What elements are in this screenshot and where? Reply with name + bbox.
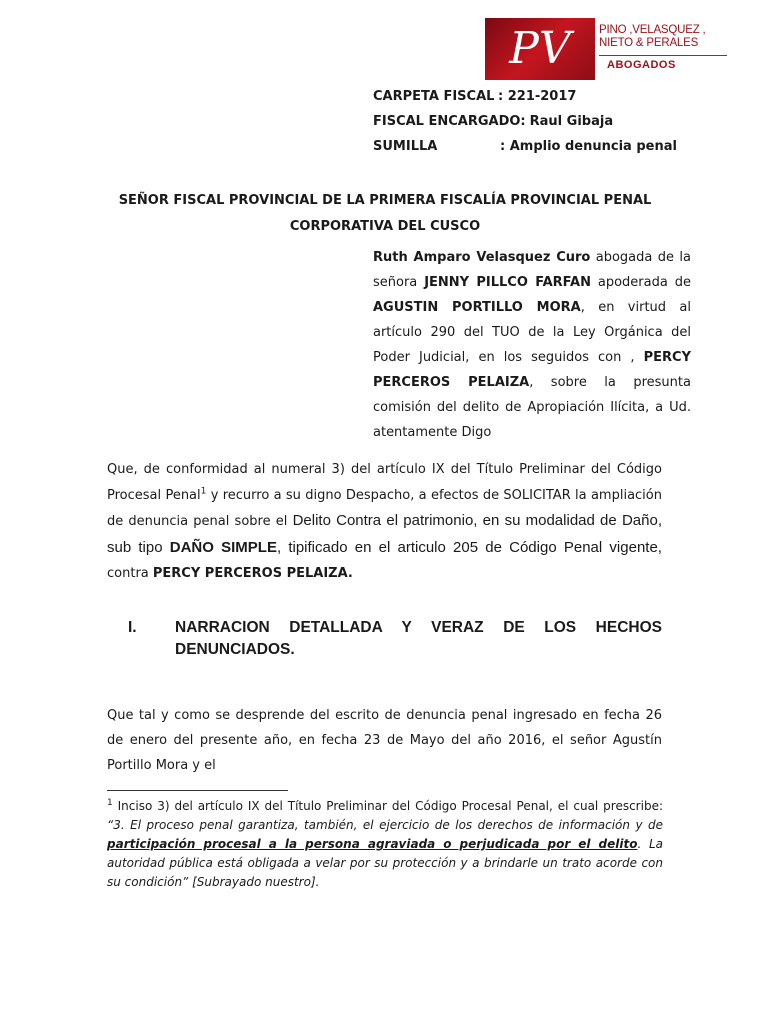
intro-paragraph: [373, 245, 691, 445]
paragraph-text: Que, de conformidad al numeral 3) del artículo IX del Título Preliminar del Código Procesal Penal: [107, 462, 662, 503]
intro-text: apoderada de: [590, 275, 691, 290]
paragraph-text: .: [347, 566, 353, 581]
logo-monogram: PV: [509, 23, 571, 74]
client-name: JENNY PILLCO FARFAN: [424, 275, 591, 290]
fiscal-value: Raul Gibaja: [529, 114, 614, 129]
section-heading: [128, 617, 662, 661]
offense-text: , tipificado en el articulo 205 de Código Penal vigente,: [276, 538, 662, 556]
carpeta-label: CARPETA FISCAL: [373, 89, 495, 104]
fiscal-row: [373, 114, 713, 139]
logo-divider: [599, 55, 727, 56]
defendant-name: PERCY PERCEROS PELAIZA: [373, 350, 691, 390]
offense-subtype: DAÑO SIMPLE: [169, 538, 277, 556]
footnote: [107, 797, 663, 892]
paragraph-text: contra: [107, 566, 153, 581]
logo-monogram-box: [485, 18, 595, 80]
footnote-ref: 1: [200, 486, 207, 497]
logo-text: [599, 24, 733, 71]
footnote-separator: [107, 790, 288, 791]
logo-firm-sub: ABOGADOS: [607, 59, 676, 71]
lawyer-name: Ruth Amparo Velasquez Curo: [373, 250, 591, 265]
intro-text: , en virtud al artículo 290 del TUO de la Ley Orgánica del Poder Judicial, en los seguidos con ,: [373, 300, 691, 365]
intro-text: abogada de la señora: [373, 250, 691, 290]
footnote-quote: “3. El proceso penal garantiza, también, el ejercicio de los derechos de información y de: [107, 818, 663, 832]
intro-text: , sobre la presunta comisión del delito de Apropiación Ilícita, a Ud. atentamente Digo: [373, 375, 691, 440]
logo-firm-line1: PINO ,VELASQUEZ ,: [599, 24, 706, 36]
paragraph-text: y recurro a su digno Despacho, a efectos de SOLICITAR la ampliación de denuncia penal sobre el: [107, 487, 662, 529]
defendant-name: PERCY PERCEROS PELAIZA: [152, 566, 348, 581]
addressee-heading: SEÑOR FISCAL PROVINCIAL DE LA PRIMERA FISCALÍA PROVINCIAL PENAL CORPORATIVA DEL CUSCO: [118, 193, 652, 234]
firm-logo: [485, 18, 733, 80]
footnote-quote-emphasis: participación procesal a la persona agraviada o perjudicada por el delito: [107, 837, 638, 851]
carpeta-row: [373, 89, 713, 114]
section-number: I.: [128, 619, 137, 636]
footnote-text: Inciso 3) del artículo IX del Título Preliminar del Código Procesal Penal, el cual prescribe:: [112, 799, 663, 813]
section-title: NARRACION DETALLADA Y VERAZ DE LOS HECHOS DENUNCIADOS.: [175, 619, 662, 658]
sumilla-row: [373, 139, 713, 164]
carpeta-value: : 221-2017: [498, 89, 577, 104]
sumilla-label: SUMILLA: [373, 139, 438, 154]
footnote-number: 1: [107, 798, 113, 808]
offense-text: Delito Contra el patrimonio, en su modalidad de Daño, sub tipo: [107, 512, 662, 556]
fiscal-label: FISCAL ENCARGADO:: [373, 114, 526, 129]
case-header: [373, 89, 713, 164]
sumilla-value: : Amplio denuncia penal: [500, 139, 677, 154]
principal-name: AGUSTIN PORTILLO MORA: [373, 300, 581, 315]
facts-paragraph: Que tal y como se desprende del escrito de denuncia penal ingresado en fecha 26 de enero del presente año, en fecha 23 de Mayo del año 2016, el señor Agustín Portillo Mora y el: [107, 708, 662, 773]
request-paragraph: [107, 457, 662, 587]
footnote-quote: . La autoridad pública está obligada a velar por su protección y a brindarle un trato acorde con su condición”: [107, 837, 663, 889]
footnote-note: [Subrayado nuestro].: [188, 875, 320, 889]
logo-firm-line2: NIETO & PERALES: [599, 37, 699, 49]
